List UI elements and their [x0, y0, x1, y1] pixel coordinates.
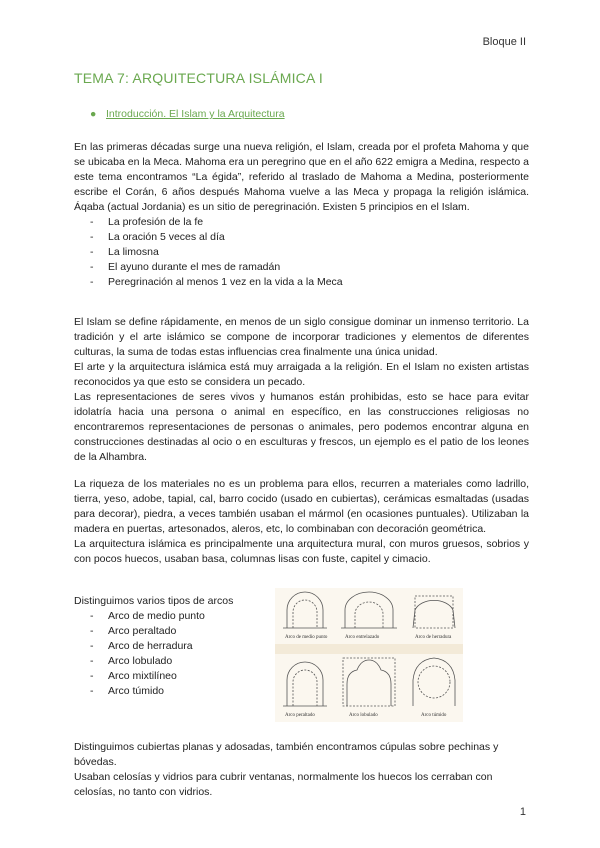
expansion-paragraph: El Islam se define rápidamente, en menos de un siglo consigue dominar un inmenso territorio. La tradición y el arte islámico se compone de incorporar tradiciones y elementos de diferentes culturas, la suma de todas estas influencias crea finalmente una única unidad. — [74, 316, 529, 358]
list-item: - La limosna — [74, 245, 529, 260]
arches-figure — [275, 588, 463, 722]
windows-paragraph: Usaban celosías y vidrios para cubrir ventanas, normalmente los huecos los cerraban con celosías, no tanto con vidrios. — [74, 771, 493, 798]
list-item: - Peregrinación al menos 1 vez en la vida a la Meca — [74, 275, 529, 290]
roofs-paragraph: Distinguimos cubiertas planas y adosadas, también encontramos cúpulas sobre pechinas y bóvedas. — [74, 741, 499, 768]
figure-caption: Arco entrelazado — [345, 635, 380, 640]
list-item: - Arco túmido — [74, 684, 274, 699]
list-item: - Arco de herradura — [74, 639, 274, 654]
page-number: 1 — [519, 806, 526, 818]
arches-illustration — [275, 588, 463, 722]
arches-list — [74, 609, 274, 699]
materials-paragraph: La riqueza de los materiales no es un problema para ellos, recurren a materiales como ladrillo, tierra, yeso, adobe, tapial, cal, barro cocido (usado en cubiertas), cerámicas esmaltadas (usadas para decorar), piedra, a veces también usaban el mármol (en ocasiones puntuales). Utilizaban la madera en puertas, artesonados, aleros, etc, lo combinaban con decoración geométrica. — [74, 478, 529, 535]
list-item: - Arco peraltado — [74, 624, 274, 639]
figure-caption: Arco lobulado — [349, 713, 378, 718]
figure-divider — [275, 644, 463, 654]
lobed-arch-drawing — [343, 658, 395, 706]
representation-paragraph: Las representaciones de seres vivos y humanos están prohibidas, esto se hace para evitar idolatría hacia una persona o animal en específico, en las construcciones religiosas no encontraremos representaciones de personas o animales, pero podemos encontrar alguna en construcciones destinadas al ocio o en esculturas y frescos, un ejemplo es el patio de los leones de la Alhambra. — [74, 391, 529, 463]
figure-caption: Arco de medio punto — [285, 635, 328, 640]
bullet-icon: ● — [90, 108, 97, 120]
section-link-label: Introducción. El Islam y la Arquitectura — [106, 108, 285, 120]
list-item: - Arco lobulado — [74, 654, 274, 669]
principles-list — [74, 215, 529, 290]
materials-block — [74, 477, 529, 567]
closing-block — [74, 740, 529, 800]
figure-caption: Arco túmido — [421, 713, 447, 718]
semicircular-arch-drawing — [283, 592, 327, 628]
interlaced-arch-drawing — [341, 592, 397, 628]
list-item: - El ayuno durante el mes de ramadán — [74, 260, 529, 275]
figure-caption: Arco peraltado — [285, 713, 315, 718]
arches-intro: Distinguimos varios tipos de arcos — [74, 595, 234, 607]
horseshoe-arch-top-drawing — [413, 596, 455, 628]
running-header: Bloque II — [482, 36, 526, 48]
list-item: - La oración 5 veces al día — [74, 230, 529, 245]
religion-paragraph: El arte y la arquitectura islámica está muy arraigada a la religión. En el Islam no existen artistas reconocidos ya que esto se considera un pecado. — [74, 361, 529, 388]
expansion-block — [74, 315, 529, 465]
section-link[interactable] — [90, 108, 285, 120]
pointed-arch-drawing — [413, 658, 455, 706]
list-item: - Arco mixtilíneo — [74, 669, 274, 684]
list-item: - La profesión de la fe — [74, 215, 529, 230]
mural-paragraph: La arquitectura islámica es principalmente una arquitectura mural, con muros gruesos, sobrios y con pocos huecos, usaban basa, columnas lisas con fuste, capitel y cimacio. — [74, 538, 529, 565]
intro-paragraph: En las primeras décadas surge una nueva religión, el Islam, creada por el profeta Mahoma y que se ubicaba en la Meca. Mahoma era un peregrino que en el año 622 emigra a Medina, respecto a este tema encontramos “La égida”, referido al traslado de Mahoma a Medina, posteriormente escribe el Corán, 6 años después Mahoma vuelve a las Meca y propaga la religión islámica. Áqaba (actual Jordania) es un sitio de peregrinación. Existen 5 principios en el Islam. — [74, 141, 529, 213]
arches-block — [74, 594, 274, 699]
list-item: - Arco de medio punto — [74, 609, 274, 624]
page-title: TEMA 7: ARQUITECTURA ISLÁMICA I — [74, 70, 323, 86]
figure-caption: Arco de herradura — [415, 635, 452, 640]
stilted-arch-drawing — [283, 662, 327, 706]
intro-block — [74, 140, 529, 290]
